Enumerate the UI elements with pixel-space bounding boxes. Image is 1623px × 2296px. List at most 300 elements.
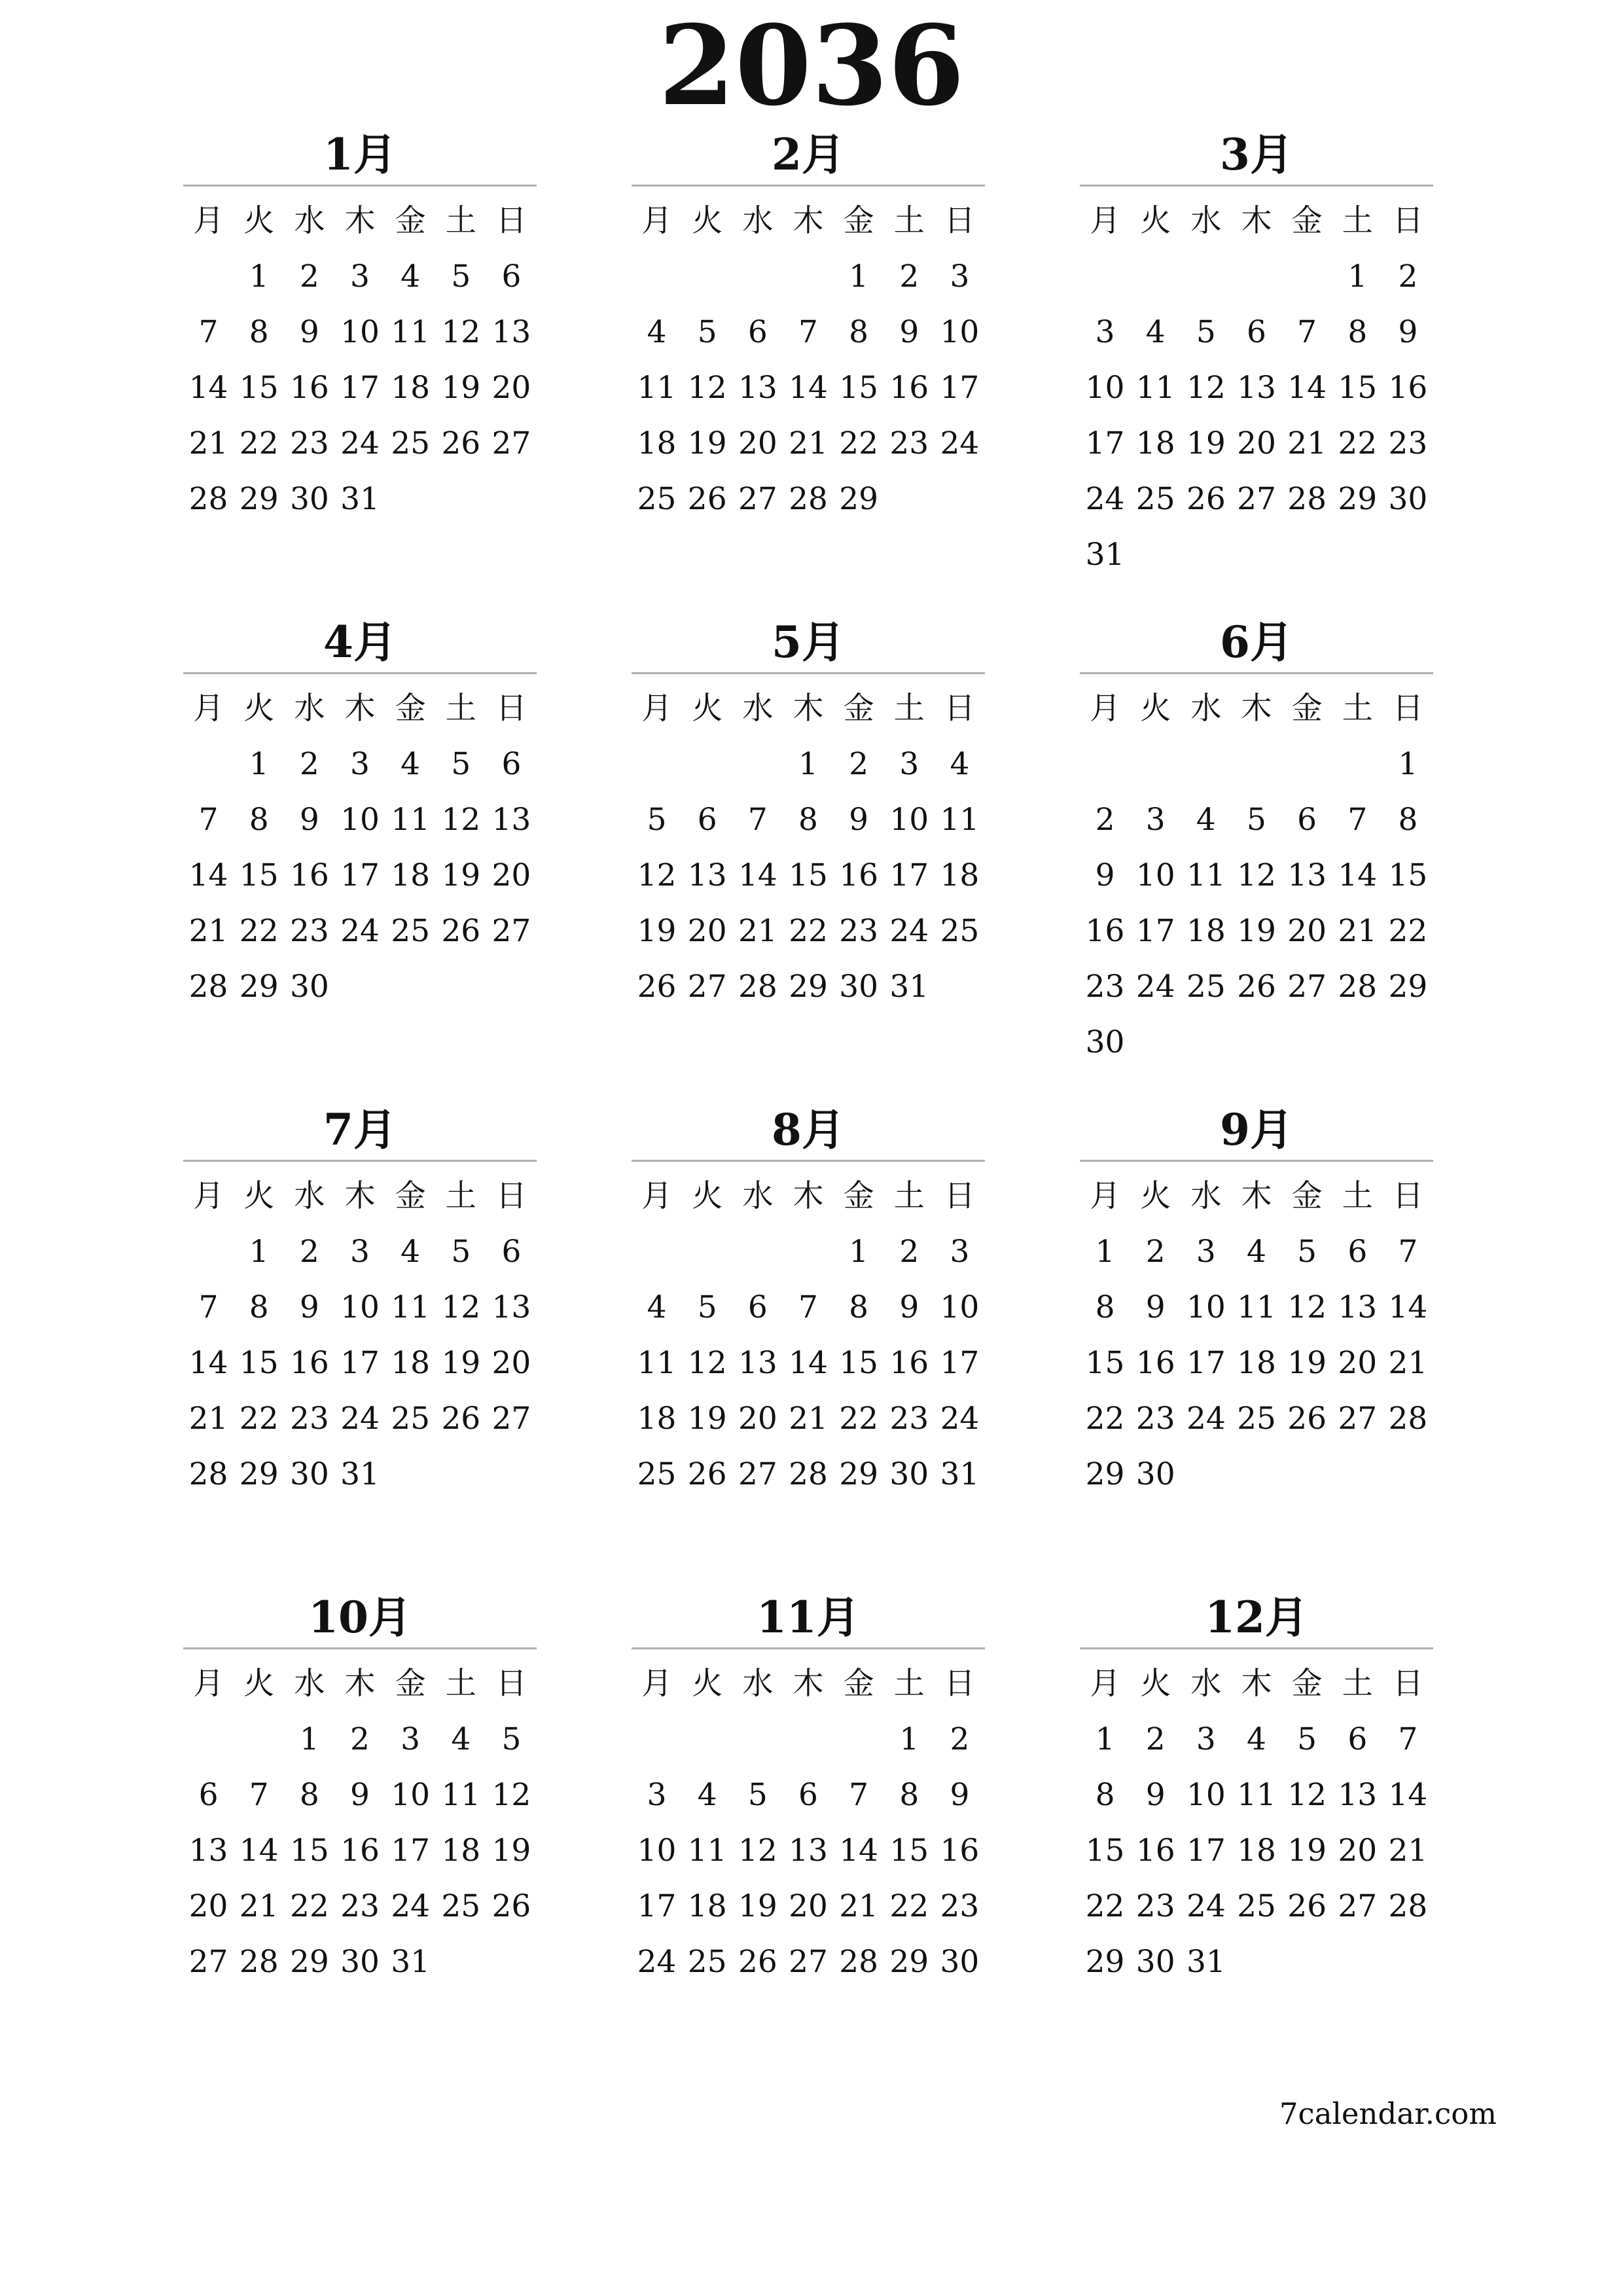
day-cell: 5 [1297, 1721, 1317, 1757]
day-cell: 9 [350, 1777, 370, 1813]
day-cell: 15 [289, 1833, 329, 1869]
day-cell: 1 [849, 1234, 869, 1270]
month-block [183, 1587, 537, 1990]
day-cell: 27 [1338, 1401, 1378, 1437]
day-cell: 30 [289, 1456, 329, 1492]
day-cell: 31 [340, 1456, 380, 1492]
day-cell: 28 [188, 481, 228, 517]
month-divider [183, 672, 537, 674]
day-cell: 23 [340, 1888, 380, 1924]
day-cell: 14 [789, 1345, 828, 1381]
day-cell: 21 [789, 1401, 828, 1437]
day-cell: 23 [1135, 1888, 1175, 1924]
day-cell: 26 [738, 1944, 777, 1980]
day-cell: 21 [1287, 425, 1327, 461]
day-cell: 20 [789, 1888, 828, 1924]
empty-cell [1332, 736, 1383, 792]
weekday-header: 金 [1291, 1666, 1323, 1702]
month-block [1080, 1100, 1433, 1502]
weekday-header: 日 [1392, 1178, 1423, 1214]
day-cell: 27 [1338, 1888, 1378, 1924]
weekday-header: 火 [692, 691, 723, 726]
weekday-header: 火 [692, 203, 723, 239]
month-name: 3月 [1220, 129, 1293, 180]
day-cell: 12 [1287, 1289, 1327, 1325]
footer-site: 7calendar.com [1279, 2096, 1497, 2131]
day-cell: 14 [239, 1833, 279, 1869]
weekday-header: 水 [742, 203, 774, 239]
day-cell: 28 [1388, 1401, 1428, 1437]
day-cell: 4 [1145, 314, 1166, 350]
month-block [183, 612, 537, 1014]
day-cell: 28 [839, 1944, 879, 1980]
day-cell: 5 [697, 1289, 717, 1325]
day-cell: 24 [1186, 1888, 1226, 1924]
day-cell: 30 [289, 969, 329, 1005]
weekday-header: 木 [793, 691, 824, 726]
day-cell: 4 [401, 259, 421, 295]
empty-cell [1282, 736, 1332, 792]
day-cell: 1 [249, 746, 269, 782]
day-cell: 11 [441, 1777, 481, 1813]
day-cell: 20 [188, 1888, 228, 1924]
day-cell: 29 [789, 969, 828, 1005]
weekday-header: 土 [1342, 1178, 1373, 1214]
day-cell: 15 [839, 1345, 879, 1381]
weekday-header: 月 [641, 203, 673, 239]
day-cell: 14 [1388, 1777, 1428, 1813]
day-cell: 23 [940, 1888, 980, 1924]
day-cell: 20 [1237, 425, 1276, 461]
day-cell: 26 [1287, 1401, 1327, 1437]
day-grid [632, 1168, 985, 1502]
day-cell: 19 [687, 425, 727, 461]
weekday-header: 土 [893, 1178, 925, 1214]
day-cell: 17 [1085, 425, 1125, 461]
day-cell: 8 [1095, 1777, 1115, 1813]
day-cell: 26 [637, 969, 677, 1005]
day-cell: 30 [940, 1944, 980, 1980]
month-divider [632, 672, 985, 674]
day-cell: 1 [1398, 746, 1418, 782]
day-cell: 13 [1338, 1777, 1378, 1813]
day-grid [183, 1168, 537, 1502]
weekday-header: 火 [243, 203, 275, 239]
day-cell: 30 [1135, 1944, 1175, 1980]
day-cell: 8 [798, 802, 818, 838]
day-grid [183, 193, 537, 527]
day-grid [183, 1656, 537, 1990]
day-cell: 29 [889, 1944, 929, 1980]
day-cell: 4 [401, 1234, 421, 1270]
weekday-header: 火 [1140, 1178, 1171, 1214]
day-cell: 8 [1347, 314, 1368, 350]
day-cell: 15 [839, 370, 879, 406]
weekday-header: 木 [344, 691, 376, 726]
day-cell: 13 [188, 1833, 228, 1869]
day-cell: 16 [340, 1833, 380, 1869]
day-cell: 28 [1388, 1888, 1428, 1924]
day-cell: 2 [299, 1234, 319, 1270]
empty-cell [1080, 736, 1130, 792]
day-cell: 28 [1287, 481, 1327, 517]
weekday-header: 月 [193, 691, 224, 726]
day-cell: 20 [1287, 913, 1327, 949]
day-cell: 1 [1095, 1721, 1115, 1757]
day-cell: 20 [491, 857, 531, 893]
day-cell: 12 [1287, 1777, 1327, 1813]
month-divider [1080, 1160, 1433, 1162]
day-cell: 24 [340, 1401, 380, 1437]
day-cell: 29 [239, 481, 279, 517]
day-cell: 7 [249, 1777, 269, 1813]
day-cell: 11 [391, 314, 431, 350]
day-cell: 23 [1085, 969, 1125, 1005]
day-cell: 22 [839, 1401, 879, 1437]
day-cell: 10 [1085, 370, 1125, 406]
day-cell: 9 [1145, 1777, 1166, 1813]
day-cell: 13 [738, 370, 777, 406]
weekday-header: 水 [294, 1178, 325, 1214]
day-cell: 18 [637, 425, 677, 461]
weekday-header: 金 [843, 691, 874, 726]
weekday-header: 木 [344, 1178, 376, 1214]
day-cell: 22 [239, 913, 279, 949]
day-cell: 6 [798, 1777, 818, 1813]
day-cell: 25 [391, 425, 431, 461]
day-cell: 16 [1135, 1833, 1175, 1869]
day-cell: 27 [1287, 969, 1327, 1005]
empty-cell [1130, 736, 1181, 792]
day-cell: 1 [249, 259, 269, 295]
day-cell: 13 [687, 857, 727, 893]
day-cell: 7 [1297, 314, 1317, 350]
day-cell: 8 [849, 1289, 869, 1325]
day-cell: 12 [441, 802, 481, 838]
weekday-header: 月 [641, 691, 673, 726]
day-cell: 17 [1186, 1833, 1226, 1869]
day-cell: 30 [1135, 1456, 1175, 1492]
day-cell: 28 [789, 481, 828, 517]
weekday-header: 水 [294, 1666, 325, 1702]
day-cell: 5 [451, 1234, 471, 1270]
day-cell: 24 [637, 1944, 677, 1980]
day-cell: 18 [391, 857, 431, 893]
day-cell: 19 [441, 857, 481, 893]
weekday-header: 日 [1392, 203, 1423, 239]
day-cell: 19 [637, 913, 677, 949]
weekday-header: 金 [395, 203, 426, 239]
day-cell: 24 [940, 425, 980, 461]
day-cell: 18 [637, 1401, 677, 1437]
day-cell: 23 [1135, 1401, 1175, 1437]
day-cell: 22 [239, 425, 279, 461]
day-cell: 2 [849, 746, 869, 782]
day-cell: 9 [849, 802, 869, 838]
day-grid [1080, 1168, 1433, 1502]
day-cell: 24 [340, 913, 380, 949]
day-cell: 6 [501, 259, 522, 295]
day-cell: 20 [738, 425, 777, 461]
weekday-header: 土 [893, 203, 925, 239]
day-cell: 29 [289, 1944, 329, 1980]
day-cell: 25 [1237, 1888, 1276, 1924]
day-cell: 3 [950, 259, 970, 295]
day-cell: 30 [1085, 1024, 1125, 1060]
day-cell: 24 [1085, 481, 1125, 517]
weekday-header: 土 [445, 691, 476, 726]
day-cell: 11 [1135, 370, 1175, 406]
day-cell: 28 [239, 1944, 279, 1980]
day-cell: 8 [299, 1777, 319, 1813]
day-cell: 15 [1085, 1345, 1125, 1381]
day-cell: 11 [391, 802, 431, 838]
weekday-header: 火 [1140, 691, 1171, 726]
day-cell: 21 [1338, 913, 1378, 949]
day-cell: 26 [441, 425, 481, 461]
day-cell: 25 [637, 481, 677, 517]
weekday-header: 金 [843, 203, 874, 239]
day-cell: 19 [1287, 1345, 1327, 1381]
day-cell: 22 [789, 913, 828, 949]
weekday-header: 日 [944, 1666, 975, 1702]
day-cell: 14 [789, 370, 828, 406]
day-cell: 16 [289, 857, 329, 893]
weekday-header: 金 [1291, 203, 1323, 239]
weekday-header: 木 [1241, 1666, 1272, 1702]
day-cell: 23 [889, 425, 929, 461]
weekday-header: 水 [1190, 1666, 1222, 1702]
weekday-header: 日 [944, 203, 975, 239]
weekday-header: 月 [1090, 1178, 1121, 1214]
day-cell: 19 [491, 1833, 531, 1869]
day-cell: 23 [889, 1401, 929, 1437]
day-cell: 9 [299, 802, 319, 838]
month-block [632, 124, 985, 527]
day-cell: 14 [1388, 1289, 1428, 1325]
empty-cell [632, 736, 682, 792]
day-cell: 15 [239, 857, 279, 893]
day-cell: 5 [501, 1721, 522, 1757]
day-cell: 5 [1297, 1234, 1317, 1270]
empty-cell [234, 1712, 284, 1767]
day-cell: 26 [687, 481, 727, 517]
day-cell: 9 [1145, 1289, 1166, 1325]
day-cell: 12 [441, 1289, 481, 1325]
day-cell: 28 [1338, 969, 1378, 1005]
day-cell: 10 [340, 1289, 380, 1325]
day-cell: 25 [1237, 1401, 1276, 1437]
day-cell: 21 [188, 913, 228, 949]
day-cell: 13 [1338, 1289, 1378, 1325]
day-cell: 8 [249, 802, 269, 838]
day-cell: 18 [1237, 1833, 1276, 1869]
day-cell: 25 [1135, 481, 1175, 517]
day-cell: 18 [687, 1888, 727, 1924]
day-cell: 9 [1398, 314, 1418, 350]
day-cell: 11 [1237, 1289, 1276, 1325]
day-cell: 11 [1186, 857, 1226, 893]
day-cell: 22 [839, 425, 879, 461]
day-cell: 6 [198, 1777, 219, 1813]
day-cell: 12 [491, 1777, 531, 1813]
day-cell: 3 [647, 1777, 667, 1813]
day-cell: 17 [340, 1345, 380, 1381]
day-cell: 5 [451, 259, 471, 295]
empty-cell [632, 1712, 682, 1767]
empty-cell [732, 1224, 783, 1280]
day-cell: 31 [340, 481, 380, 517]
day-cell: 16 [1135, 1345, 1175, 1381]
month-divider [632, 1160, 985, 1162]
day-cell: 18 [391, 1345, 431, 1381]
day-cell: 15 [239, 1345, 279, 1381]
day-cell: 6 [747, 1289, 768, 1325]
day-cell: 25 [391, 1401, 431, 1437]
day-cell: 25 [391, 913, 431, 949]
day-cell: 21 [1388, 1833, 1428, 1869]
day-cell: 3 [350, 746, 370, 782]
weekday-header: 土 [1342, 203, 1373, 239]
day-grid [1080, 193, 1433, 583]
day-cell: 23 [839, 913, 879, 949]
month-divider [632, 1647, 985, 1649]
empty-cell [183, 1224, 234, 1280]
weekday-header: 月 [193, 1178, 224, 1214]
day-cell: 27 [687, 969, 727, 1005]
month-name: 5月 [772, 617, 845, 668]
day-cell: 14 [1338, 857, 1378, 893]
day-cell: 25 [687, 1944, 727, 1980]
day-cell: 29 [239, 1456, 279, 1492]
day-cell: 19 [1287, 1833, 1327, 1869]
weekday-header: 木 [344, 1666, 376, 1702]
day-cell: 27 [789, 1944, 828, 1980]
day-cell: 22 [1085, 1888, 1125, 1924]
day-cell: 5 [451, 746, 471, 782]
day-cell: 3 [401, 1721, 421, 1757]
day-cell: 4 [1247, 1721, 1266, 1757]
day-cell: 4 [451, 1721, 471, 1757]
weekday-header: 月 [641, 1178, 673, 1214]
day-cell: 19 [441, 1345, 481, 1381]
weekday-header: 木 [344, 203, 376, 239]
day-cell: 22 [1085, 1401, 1125, 1437]
day-cell: 22 [1338, 425, 1378, 461]
empty-cell [1231, 736, 1281, 792]
day-grid [632, 193, 985, 527]
day-cell: 2 [899, 259, 919, 295]
day-cell: 15 [239, 370, 279, 406]
day-cell: 9 [950, 1777, 970, 1813]
day-cell: 13 [1287, 857, 1327, 893]
day-cell: 17 [1135, 913, 1175, 949]
weekday-header: 月 [193, 203, 224, 239]
day-cell: 3 [350, 259, 370, 295]
day-cell: 10 [340, 314, 380, 350]
day-cell: 7 [198, 1289, 219, 1325]
weekday-header: 水 [1190, 691, 1222, 726]
day-cell: 11 [637, 1345, 677, 1381]
day-cell: 3 [950, 1234, 970, 1270]
day-cell: 15 [889, 1833, 929, 1869]
day-cell: 29 [1338, 481, 1378, 517]
day-cell: 24 [889, 913, 929, 949]
day-cell: 13 [491, 802, 531, 838]
day-cell: 31 [889, 969, 929, 1005]
day-cell: 1 [1347, 259, 1368, 295]
empty-cell [682, 1712, 732, 1767]
day-cell: 21 [1388, 1345, 1428, 1381]
day-cell: 28 [789, 1456, 828, 1492]
day-cell: 17 [940, 370, 980, 406]
empty-cell [183, 1712, 234, 1767]
day-cell: 14 [839, 1833, 879, 1869]
month-block [1080, 124, 1433, 583]
day-cell: 25 [637, 1456, 677, 1492]
day-cell: 31 [940, 1456, 980, 1492]
day-cell: 29 [1388, 969, 1428, 1005]
day-cell: 9 [899, 1289, 919, 1325]
day-cell: 22 [289, 1888, 329, 1924]
day-cell: 20 [491, 370, 531, 406]
day-cell: 10 [637, 1833, 677, 1869]
day-grid [1080, 681, 1433, 1070]
day-cell: 12 [687, 1345, 727, 1381]
day-cell: 24 [391, 1888, 431, 1924]
empty-cell [183, 249, 234, 304]
empty-cell [1231, 249, 1281, 304]
empty-cell [1130, 249, 1181, 304]
day-cell: 26 [1287, 1888, 1327, 1924]
day-cell: 4 [697, 1777, 717, 1813]
day-cell: 10 [1186, 1289, 1226, 1325]
day-cell: 3 [1196, 1234, 1216, 1270]
day-cell: 9 [299, 1289, 319, 1325]
day-cell: 18 [391, 370, 431, 406]
day-cell: 16 [940, 1833, 980, 1869]
day-cell: 18 [441, 1833, 481, 1869]
empty-cell [732, 249, 783, 304]
month-name: 4月 [323, 617, 397, 668]
weekday-header: 日 [1392, 691, 1423, 726]
day-cell: 9 [299, 314, 319, 350]
day-cell: 4 [1196, 802, 1216, 838]
day-cell: 1 [798, 746, 818, 782]
weekday-header: 火 [692, 1666, 723, 1702]
month-block [183, 1100, 537, 1502]
day-cell: 18 [1237, 1345, 1276, 1381]
weekday-header: 金 [1291, 1178, 1323, 1214]
day-cell: 27 [1237, 481, 1276, 517]
day-cell: 29 [839, 1456, 879, 1492]
day-cell: 26 [687, 1456, 727, 1492]
month-divider [183, 185, 537, 187]
month-name: 7月 [323, 1104, 397, 1155]
day-cell: 12 [687, 370, 727, 406]
day-grid [1080, 1656, 1433, 1990]
month-name: 8月 [772, 1104, 845, 1155]
day-cell: 31 [1085, 537, 1125, 573]
weekday-header: 月 [1090, 691, 1121, 726]
day-cell: 13 [1237, 370, 1276, 406]
day-cell: 19 [687, 1401, 727, 1437]
day-cell: 11 [687, 1833, 727, 1869]
weekday-header: 木 [793, 1178, 824, 1214]
month-divider [183, 1647, 537, 1649]
day-cell: 8 [899, 1777, 919, 1813]
empty-cell [783, 249, 833, 304]
